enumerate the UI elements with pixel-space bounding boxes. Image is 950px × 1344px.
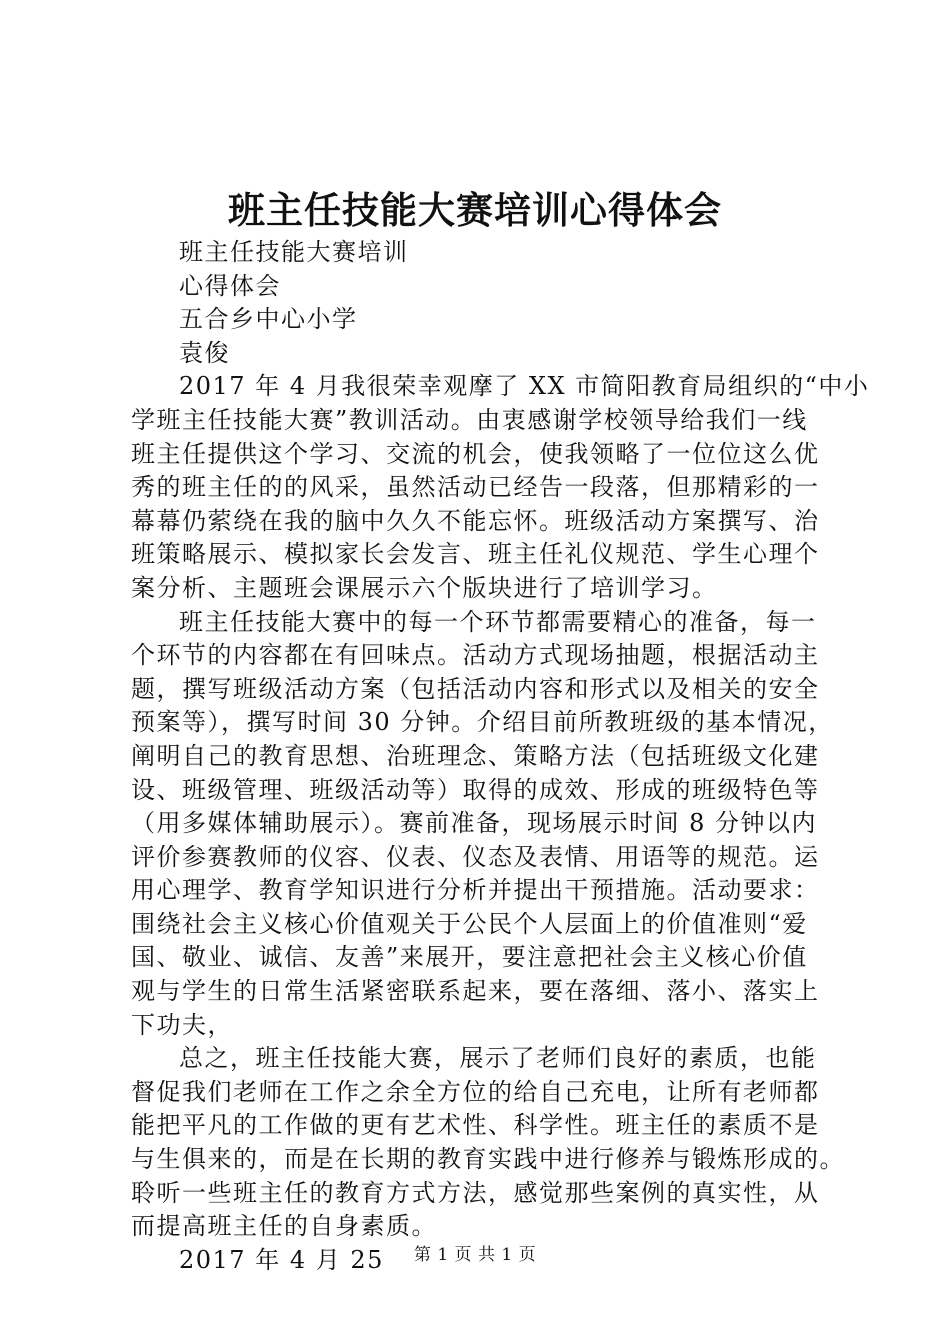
text-line: 班策略展示、模拟家长会发言、班主任礼仪规范、学生心理个 [131, 540, 820, 569]
text-line: 聆听一些班主任的教育方式方法，感觉那些案例的真实性，从 [131, 1178, 820, 1207]
text-line: 五合乡中心小学 [179, 305, 358, 334]
text-line: 班主任技能大赛中的每一个环节都需要精心的准备，每一 [179, 607, 817, 636]
text-line: 袁俊 [179, 338, 230, 367]
text-line: （用多媒体辅助展示）。赛前准备，现场展示时间 8 分钟以内 [131, 809, 818, 838]
text-line: 下功夫， [131, 1010, 233, 1039]
text-line: 与生俱来的，而是在长期的教育实践中进行修养与锻炼形成的。 [131, 1145, 845, 1174]
text-line: 班主任提供这个学习、交流的机会，使我领略了一位位这么优 [131, 439, 820, 468]
text-line: 秀的班主任的的风采，虽然活动已经告一段落，但那精彩的一 [131, 473, 820, 502]
text-line: 预案等），撰写时间 30 分钟。介绍目前所教班级的基本情况， [131, 708, 834, 737]
document-body [131, 236, 870, 1277]
text-line: 学班主任技能大赛”教训活动。由衷感谢学校领导给我们一线 [131, 405, 808, 434]
text-line: 围绕社会主义核心价值观关于公民个人层面上的价值准则“爱 [131, 909, 808, 938]
text-line: 心得体会 [179, 271, 281, 300]
text-line: 评价参赛教师的仪容、仪表、仪态及表情、用语等的规范。运 [131, 842, 820, 871]
text-line: 用心理学、教育学知识进行分析并提出干预措施。活动要求： [131, 876, 820, 905]
page-footer: 第 1 页 共 1 页 [413, 1245, 537, 1265]
text-line: 督促我们老师在工作之余全方位的给自己充电，让所有老师都 [131, 1077, 820, 1106]
text-line: 观与学生的日常生活紧密联系起来，要在落细、落小、落实上 [131, 977, 820, 1006]
text-line: 国、敬业、诚信、友善”来展开，要注意把社会主义核心价值 [131, 943, 808, 972]
text-line: 设、班级管理、班级活动等）取得的成效、形成的班级特色等 [131, 775, 820, 804]
page-title: 班主任技能大赛培训心得体会 [228, 188, 722, 232]
text-line: 幕幕仍萦绕在我的脑中久久不能忘怀。班级活动方案撰写、治 [131, 506, 820, 535]
text-line: 能把平凡的工作做的更有艺术性、科学性。班主任的素质不是 [131, 1111, 820, 1140]
text-line: 总之，班主任技能大赛，展示了老师们良好的素质，也能 [179, 1044, 817, 1073]
text-line: 而提高班主任的自身素质。 [131, 1212, 437, 1241]
text-line: 案分析、主题班会课展示六个版块进行了培训学习。 [131, 573, 718, 602]
text-line: 2017 年 4 月 25 [179, 1245, 384, 1274]
text-line: 2017 年 4 月我很荣幸观摩了 XX 市简阳教育局组织的“中小 [179, 372, 870, 401]
text-line: 阐明自己的教育思想、治班理念、策略方法（包括班级文化建 [131, 741, 820, 770]
text-line: 个环节的内容都在有回味点。活动方式现场抽题，根据活动主 [131, 641, 820, 670]
text-line: 班主任技能大赛培训 [179, 238, 409, 266]
text-line: 题，撰写班级活动方案（包括活动内容和形式以及相关的安全 [131, 674, 820, 703]
